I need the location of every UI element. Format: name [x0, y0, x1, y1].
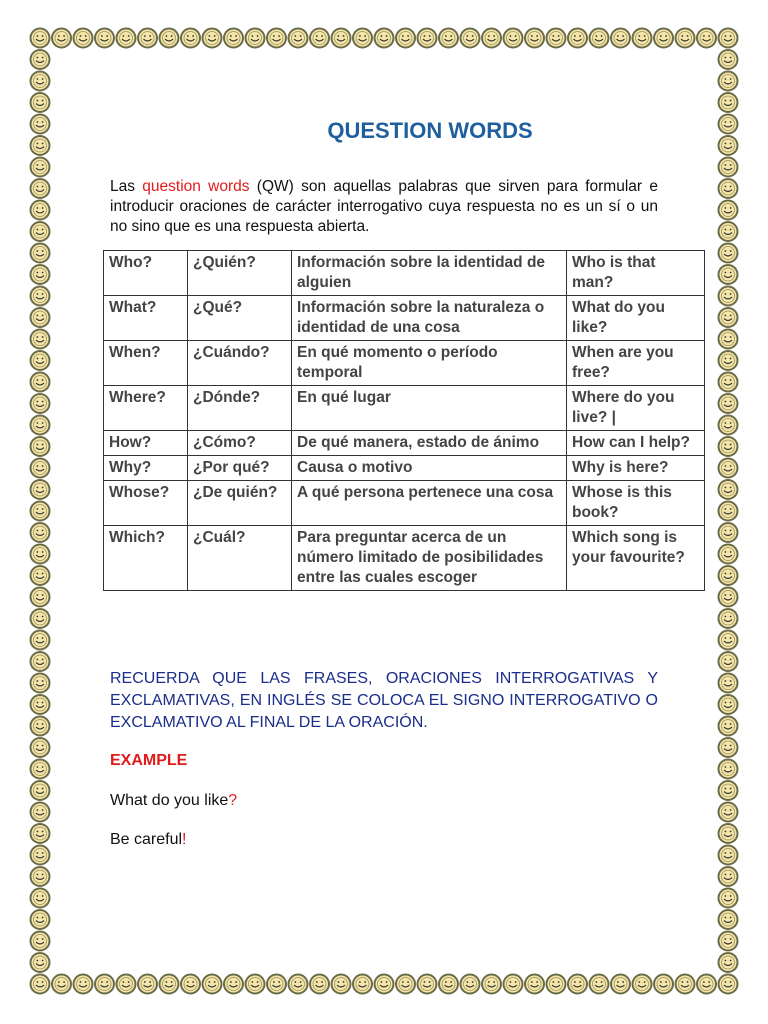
smiley-face-icon	[719, 308, 738, 327]
smiley-face-icon	[31, 631, 50, 650]
smiley-face-icon	[31, 588, 50, 607]
smiley-face-icon	[611, 29, 630, 48]
smiley-face-icon	[31, 717, 50, 736]
smiley-face-icon	[31, 953, 50, 972]
smiley-face-icon	[719, 394, 738, 413]
smiley-face-icon	[52, 29, 71, 48]
smiley-face-icon	[719, 652, 738, 671]
smiley-face-icon	[633, 975, 652, 994]
smiley-face-icon	[224, 975, 243, 994]
smiley-face-icon	[267, 29, 286, 48]
smiley-face-icon	[332, 29, 351, 48]
qw-english: When?	[104, 341, 188, 386]
smiley-face-icon	[418, 29, 437, 48]
smiley-face-icon	[719, 351, 738, 370]
smiley-face-icon	[719, 738, 738, 757]
smiley-face-icon	[353, 29, 372, 48]
smiley-face-icon	[504, 29, 523, 48]
smiley-face-icon	[439, 975, 458, 994]
example-line-question	[110, 792, 237, 810]
smiley-face-icon	[461, 975, 480, 994]
table-row	[104, 341, 705, 386]
smiley-face-icon	[181, 975, 200, 994]
qw-meaning: En qué momento o período temporal	[292, 341, 567, 386]
intro-paragraph	[110, 177, 658, 237]
smiley-face-icon	[31, 394, 50, 413]
qw-meaning: Información sobre la naturaleza o identidad de una cosa	[292, 296, 567, 341]
smiley-face-icon	[31, 416, 50, 435]
smiley-face-icon	[31, 867, 50, 886]
smiley-face-icon	[31, 652, 50, 671]
qw-english: Who?	[104, 251, 188, 296]
smiley-face-icon	[633, 29, 652, 48]
smiley-face-icon	[31, 480, 50, 499]
smiley-face-icon	[676, 975, 695, 994]
smiley-face-icon	[676, 29, 695, 48]
qw-example: Who is that man?	[567, 251, 705, 296]
smiley-face-icon	[117, 975, 136, 994]
smiley-face-icon	[719, 93, 738, 112]
smiley-face-icon	[31, 308, 50, 327]
smiley-face-icon	[117, 29, 136, 48]
smiley-face-icon	[719, 631, 738, 650]
example-line-exclamation	[110, 831, 187, 849]
qw-spanish: ¿Qué?	[188, 296, 292, 341]
qw-english: Whose?	[104, 481, 188, 526]
smiley-face-icon	[568, 975, 587, 994]
smiley-face-icon	[719, 975, 738, 994]
smiley-face-icon	[719, 910, 738, 929]
smiley-face-icon	[396, 975, 415, 994]
smiley-face-icon	[719, 717, 738, 736]
smiley-face-icon	[31, 523, 50, 542]
smiley-face-icon	[719, 760, 738, 779]
qw-meaning: A qué persona pertenece una cosa	[292, 481, 567, 526]
smiley-face-icon	[31, 545, 50, 564]
qw-english: Which?	[104, 526, 188, 591]
qw-example: Which song is your favourite?	[567, 526, 705, 591]
smiley-face-icon	[95, 29, 114, 48]
page-title: QUESTION WORDS	[327, 118, 533, 143]
smiley-face-icon	[719, 72, 738, 91]
smiley-face-icon	[310, 975, 329, 994]
smiley-face-icon	[224, 29, 243, 48]
smiley-face-icon	[31, 158, 50, 177]
smiley-face-icon	[719, 695, 738, 714]
intro-part1: Las	[110, 178, 143, 195]
smiley-face-icon	[31, 179, 50, 198]
smiley-face-icon	[568, 29, 587, 48]
qw-example: Where do you live? |	[567, 386, 705, 431]
smiley-face-icon	[31, 72, 50, 91]
qw-meaning: Información sobre la identidad de alguien	[292, 251, 567, 296]
smiley-face-icon	[719, 29, 738, 48]
smiley-face-icon	[138, 29, 157, 48]
qw-english: Why?	[104, 456, 188, 481]
smiley-face-icon	[310, 29, 329, 48]
smiley-face-icon	[719, 437, 738, 456]
smiley-face-icon	[719, 588, 738, 607]
qw-example: Whose is this book?	[567, 481, 705, 526]
smiley-face-icon	[31, 244, 50, 263]
smiley-face-icon	[396, 29, 415, 48]
smiley-face-icon	[31, 29, 50, 48]
example-text: Be careful	[110, 831, 183, 848]
smiley-face-icon	[439, 29, 458, 48]
qw-example: Why is here?	[567, 456, 705, 481]
qw-spanish: ¿Dónde?	[188, 386, 292, 431]
smiley-face-icon	[719, 201, 738, 220]
table-row	[104, 386, 705, 431]
qw-example: How can I help?	[567, 431, 705, 456]
intro-highlight: question words	[142, 178, 250, 195]
smiley-face-icon	[719, 932, 738, 951]
smiley-face-icon	[289, 29, 308, 48]
smiley-face-icon	[482, 29, 501, 48]
smiley-face-icon	[547, 975, 566, 994]
qw-meaning: De qué manera, estado de ánimo	[292, 431, 567, 456]
smiley-face-icon	[719, 803, 738, 822]
smiley-face-icon	[31, 695, 50, 714]
smiley-face-icon	[719, 244, 738, 263]
smiley-face-icon	[504, 975, 523, 994]
smiley-face-icon	[31, 351, 50, 370]
smiley-face-icon	[52, 975, 71, 994]
smiley-face-icon	[719, 609, 738, 628]
smiley-face-icon	[590, 975, 609, 994]
smiley-face-icon	[31, 50, 50, 69]
smiley-face-icon	[719, 953, 738, 972]
smiley-face-icon	[482, 975, 501, 994]
smiley-face-icon	[160, 975, 179, 994]
smiley-face-icon	[719, 265, 738, 284]
smiley-face-icon	[719, 502, 738, 521]
smiley-face-icon	[31, 201, 50, 220]
smiley-face-icon	[654, 29, 673, 48]
smiley-face-icon	[590, 29, 609, 48]
smiley-face-icon	[31, 674, 50, 693]
smiley-face-icon	[31, 760, 50, 779]
smiley-face-icon	[181, 29, 200, 48]
example-text: What do you like	[110, 792, 229, 809]
table-row	[104, 481, 705, 526]
qw-example: When are you free?	[567, 341, 705, 386]
smiley-face-icon	[31, 846, 50, 865]
smiley-face-icon	[31, 459, 50, 478]
table-row	[104, 526, 705, 591]
smiley-face-icon	[525, 29, 544, 48]
qw-meaning: Para preguntar acerca de un número limitado de posibilidades entre las cuales escoger	[292, 526, 567, 591]
smiley-face-icon	[719, 846, 738, 865]
intro-part2: (QW) son aquellas palabras que sirven para formular e introducir oraciones de carácter interrogativo cuya respuesta no es un sí o un no sino que es una respuesta abierta.	[110, 178, 658, 235]
smiley-face-icon	[697, 29, 716, 48]
smiley-face-icon	[719, 781, 738, 800]
smiley-face-icon	[719, 889, 738, 908]
remember-note: RECUERDA QUE LAS FRASES, ORACIONES INTERROGATIVAS Y EXCLAMATIVAS, EN INGLÉS SE COLOCA EL SIGNO INTERROGATIVO O EXCLAMATIVO AL FINAL DE LA ORACIÓN.	[110, 670, 658, 731]
smiley-face-icon	[353, 975, 372, 994]
smiley-face-icon	[332, 975, 351, 994]
qw-english: What?	[104, 296, 188, 341]
example-heading: EXAMPLE	[110, 752, 188, 769]
smiley-face-icon	[719, 179, 738, 198]
smiley-face-icon	[95, 975, 114, 994]
smiley-face-icon	[31, 265, 50, 284]
smiley-face-icon	[160, 29, 179, 48]
smiley-face-icon	[246, 29, 265, 48]
smiley-face-icon	[719, 416, 738, 435]
smiley-face-icon	[31, 932, 50, 951]
smiley-face-icon	[719, 566, 738, 585]
smiley-face-icon	[654, 975, 673, 994]
qw-spanish: ¿Cuál?	[188, 526, 292, 591]
qw-spanish: ¿Cómo?	[188, 431, 292, 456]
smiley-face-icon	[31, 975, 50, 994]
smiley-face-icon	[611, 975, 630, 994]
smiley-face-icon	[267, 975, 286, 994]
question-mark: ?	[228, 792, 238, 809]
smiley-face-icon	[31, 824, 50, 843]
qw-meaning: Causa o motivo	[292, 456, 567, 481]
qw-spanish: ¿De quién?	[188, 481, 292, 526]
table-row	[104, 456, 705, 481]
qw-english: Where?	[104, 386, 188, 431]
qw-spanish: ¿Por qué?	[188, 456, 292, 481]
smiley-face-icon	[31, 803, 50, 822]
smiley-face-icon	[719, 523, 738, 542]
smiley-face-icon	[719, 158, 738, 177]
table-row	[104, 251, 705, 296]
question-words-table	[103, 250, 705, 591]
smiley-face-icon	[31, 373, 50, 392]
smiley-face-icon	[375, 975, 394, 994]
qw-meaning: En qué lugar	[292, 386, 567, 431]
smiley-face-icon	[719, 480, 738, 499]
smiley-face-icon	[31, 437, 50, 456]
smiley-face-icon	[31, 889, 50, 908]
smiley-face-icon	[418, 975, 437, 994]
smiley-face-icon	[31, 781, 50, 800]
smiley-face-icon	[525, 975, 544, 994]
smiley-face-icon	[719, 373, 738, 392]
table-row	[104, 431, 705, 456]
smiley-face-icon	[31, 502, 50, 521]
smiley-face-icon	[246, 975, 265, 994]
smiley-face-icon	[719, 459, 738, 478]
table-row	[104, 296, 705, 341]
smiley-face-icon	[719, 222, 738, 241]
smiley-face-icon	[375, 29, 394, 48]
smiley-face-icon	[719, 674, 738, 693]
smiley-face-icon	[719, 867, 738, 886]
smiley-face-icon	[31, 287, 50, 306]
smiley-face-icon	[719, 824, 738, 843]
smiley-face-icon	[31, 93, 50, 112]
qw-example: What do you like?	[567, 296, 705, 341]
smiley-face-icon	[74, 975, 93, 994]
smiley-face-icon	[461, 29, 480, 48]
smiley-face-icon	[31, 738, 50, 757]
smiley-face-icon	[547, 29, 566, 48]
smiley-face-icon	[697, 975, 716, 994]
smiley-face-icon	[719, 545, 738, 564]
qw-spanish: ¿Quién?	[188, 251, 292, 296]
qw-spanish: ¿Cuándo?	[188, 341, 292, 386]
smiley-face-icon	[31, 609, 50, 628]
smiley-face-icon	[289, 975, 308, 994]
smiley-face-icon	[31, 222, 50, 241]
smiley-face-icon	[31, 566, 50, 585]
smiley-face-icon	[74, 29, 93, 48]
smiley-face-icon	[31, 330, 50, 349]
smiley-face-icon	[138, 975, 157, 994]
smiley-face-icon	[31, 910, 50, 929]
smiley-face-icon	[719, 50, 738, 69]
smiley-face-icon	[203, 29, 222, 48]
smiley-face-icon	[203, 975, 222, 994]
exclamation-mark: !	[182, 831, 187, 848]
qw-english: How?	[104, 431, 188, 456]
smiley-face-icon	[719, 287, 738, 306]
smiley-face-icon	[719, 330, 738, 349]
